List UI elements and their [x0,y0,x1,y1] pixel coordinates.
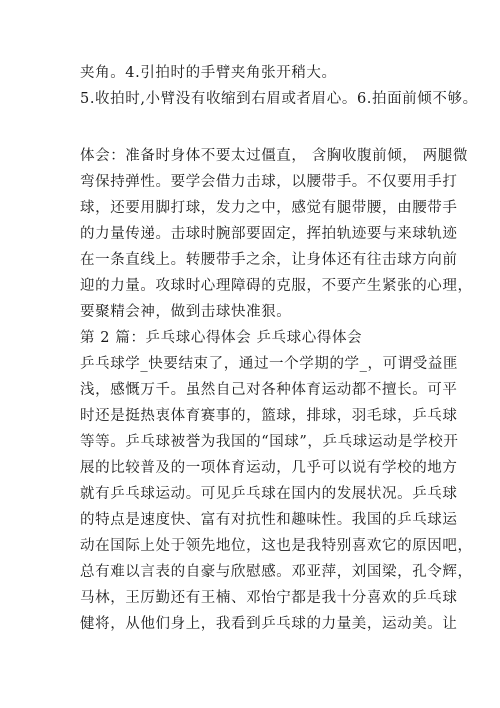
text-line: 球，还要用脚打球，发力之中，感觉有腿带腰，由腰带手 [80,200,458,216]
text-line: 总有难以言表的自豪与欣慰感。邓亚萍，刘国梁，孔令辉， [80,564,473,580]
text-line: 的力量传递。击球时腕部要固定，挥拍轨迹要与来球轨迹 [80,226,458,242]
text-line: 等等。乒乓球被誉为我国的“国球”，乒乓球运动是学校开 [80,434,459,450]
text-line: 5.收拍时,小臂没有收缩到右眉或者眉心。6.拍面前倾不够。 [80,91,478,107]
text-line: 的特点是速度快、富有对抗性和趣味性。我国的乒乓球运 [80,512,458,528]
text-line: 动在国际上处于领先地位，这也是我特别喜欢它的原因吧， [80,538,473,554]
text-line: 乒乓球学_快要结束了，通过一个学期的学_，可谓受益匪 [80,356,459,372]
text-line: 体会：准备时身体不要太过僵直， 含胸收腹前倾， 两腿微 [80,148,468,164]
text-line: 马林，王厉勤还有王楠、邓怡宁都是我十分喜欢的乒乓球 [80,590,458,606]
text-line: 展的比较普及的一项体育运动，几乎可以说有学校的地方 [80,460,458,476]
text-line: 时还是挺热衷体育赛事的，篮球，排球，羽毛球，乒乓球 [80,408,458,424]
text-line: 迎的力量。攻球时心理障碍的克服，不要产生紧张的心理， [80,278,473,294]
text-line: 浅，感慨万千。虽然自己对各种体育运动都不擅长。可平 [80,382,458,398]
text-line: 要聚精会神，做到击球快准狠。 [80,304,292,320]
section-heading: 第 2 篇：乒乓球心得体会 乒乓球心得体会 [80,330,363,346]
text-line: 弯保持弹性。要学会借力击球，以腰带手。不仅要用手打 [80,174,458,190]
text-line: 夹角。4.引拍时的手臂夹角张开稍大。 [80,65,337,81]
text-line: 健将，从他们身上，我看到乒乓球的力量美，运动美。让 [80,616,458,632]
text-line: 就有乒乓球运动。可见乒乓球在国内的发展状况。乒乓球 [80,486,458,502]
text-line: 在一条直线上。转腰带手之余，让身体还有往击球方向前 [80,252,458,268]
